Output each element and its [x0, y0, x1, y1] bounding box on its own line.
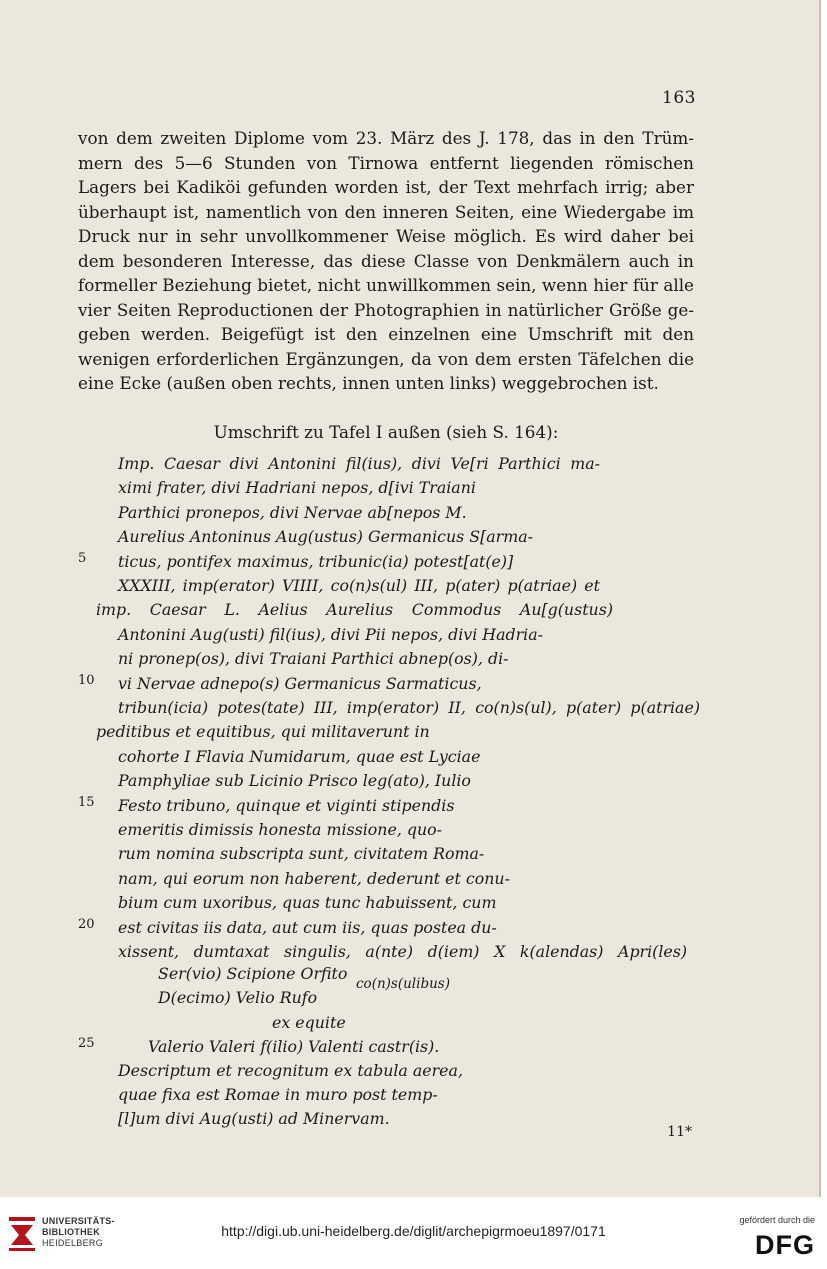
line-number: 20: [78, 916, 95, 932]
transcription-line: emeritis dimissis honesta missione, quo-: [118, 820, 443, 839]
transcription-line: D(ecimo) Velio Rufo: [158, 988, 318, 1007]
transcription-line: imp. Caesar L. Aelius Aurelius Commodus Au[g(ustus): [96, 600, 613, 620]
body-line: mern des 5—6 Stunden von Tirnowa entfernt liegenden römischen: [78, 152, 694, 173]
consuls-note: co(n)s(ulibus): [356, 976, 450, 992]
source-url-link[interactable]: http://digi.ub.uni-heidelberg.de/diglit/archepigrmoeu1897/0171: [221, 1223, 606, 1239]
body-line: dem besonderen Interesse, das diese Classe von Denkmälern auch in: [78, 250, 694, 271]
body-line: Lagers bei Kadiköi gefunden worden ist, der Text mehrfach irrig; aber: [78, 177, 694, 197]
page-number: 163: [662, 88, 696, 108]
transcription-line: cohorte I Flavia Numidarum, quae est Lyciae: [118, 746, 481, 766]
dfg-logo[interactable]: DFG: [755, 1230, 815, 1260]
line-number: 25: [78, 1036, 95, 1051]
transcription-line: vi Nervae adnepo(s) Germanicus Sarmaticus,: [118, 673, 482, 693]
body-line: eine Ecke (außen oben rechts, innen unten links) weggebrochen ist.: [78, 373, 659, 393]
transcription-line: [l]um divi Aug(usti) ad Minervam.: [118, 1109, 390, 1128]
transcription-line: Pamphyliae sub Licinio Prisco leg(ato), Iulio: [118, 771, 471, 791]
transcription-line: XXXIII, imp(erator) VIIII, co(n)s(ul) III, p(ater) p(atriae) et: [118, 576, 600, 595]
library-name-line: BIBLIOTHEK: [42, 1227, 100, 1237]
transcription-line: peditibus et equitibus, qui militaverunt in: [96, 722, 430, 742]
funded-by-label: gefördert durch die: [739, 1215, 815, 1225]
transcription-line: bium cum uxoribus, quas tunc habuissent, cum: [118, 893, 497, 913]
transcription-line: quae fixa est Romae in muro post temp-: [118, 1085, 438, 1104]
transcription-line: Valerio Valeri f(ilio) Valenti castr(is).: [148, 1037, 440, 1056]
transcription-line: Descriptum et recognitum ex tabula aerea,: [118, 1061, 463, 1080]
transcription-line: ticus, pontifex maximus, tribunic(ia) potest[at(e)]: [118, 551, 514, 571]
transcription-line: xissent, dumtaxat singulis, a(nte) d(iem) X k(alendas) Apri(les): [118, 942, 687, 961]
body-line: formeller Beziehung bietet, nicht unwillkommen sein, wenn hier für alle: [78, 275, 694, 295]
transcription-line: est civitas iis data, aut cum iis, quas postea du-: [118, 917, 497, 937]
transcription-line: ex equite: [272, 1013, 346, 1032]
transcription-line: nam, qui eorum non haberent, dederunt et conu-: [118, 868, 510, 888]
signature-mark: 11*: [667, 1124, 692, 1140]
transcription-line: Ser(vio) Scipione Orfito: [158, 964, 348, 983]
body-line: von dem zweiten Diplome vom 23. März des J. 178, das in den Trüm-: [78, 128, 694, 148]
transcription-line: rum nomina subscripta sunt, civitatem Roma-: [118, 844, 485, 864]
transcription-line: Antonini Aug(usti) fil(ius), divi Pii nepos, divi Hadria-: [118, 624, 543, 644]
transcription-line: tribun(icia) potes(tate) III, imp(erator) II, co(n)s(ul), p(ater) p(atriae): [118, 698, 700, 717]
library-name-line: UNIVERSITÄTS-: [42, 1216, 115, 1226]
line-number: 15: [78, 794, 95, 810]
transcription-line: Festo tribuno, quinque et viginti stipendis: [118, 795, 455, 815]
body-paragraph: [78, 126, 694, 396]
line-number: 10: [78, 672, 95, 688]
body-line: geben werden. Beigefügt ist den einzelnen eine Umschrift mit den: [78, 324, 694, 344]
transcription-line: Parthici pronepos, divi Nervae ab[nepos M.: [118, 502, 467, 522]
transcription-line: Imp. Caesar divi Antonini fil(ius), divi Ve[ri Parthici ma-: [118, 454, 600, 473]
transcription-line: ximi frater, divi Hadriani nepos, d[ivi Traiani: [118, 478, 476, 498]
line-number: 5: [78, 550, 87, 566]
footer-bar: [0, 1197, 827, 1269]
transcription-line: ni pronep(os), divi Traiani Parthici abnep(os), di-: [118, 649, 509, 669]
transcription-line: Aurelius Antoninus Aug(ustus) Germanicus S[arma-: [118, 527, 533, 547]
body-line: vier Seiten Reproductionen der Photographien in natürlicher Größe ge-: [78, 299, 694, 320]
transcription-heading: Umschrift zu Tafel I außen (sieh S. 164):: [213, 422, 559, 442]
library-name-line: HEIDELBERG: [42, 1238, 104, 1248]
body-line: wenigen erforderlichen Ergänzungen, da von dem ersten Täfelchen die: [78, 348, 694, 369]
body-line: Druck nur in sehr unvollkommener Weise möglich. Es wird daher bei: [78, 226, 694, 246]
body-line: überhaupt ist, namentlich von den inneren Seiten, eine Wiedergabe im: [78, 201, 694, 222]
